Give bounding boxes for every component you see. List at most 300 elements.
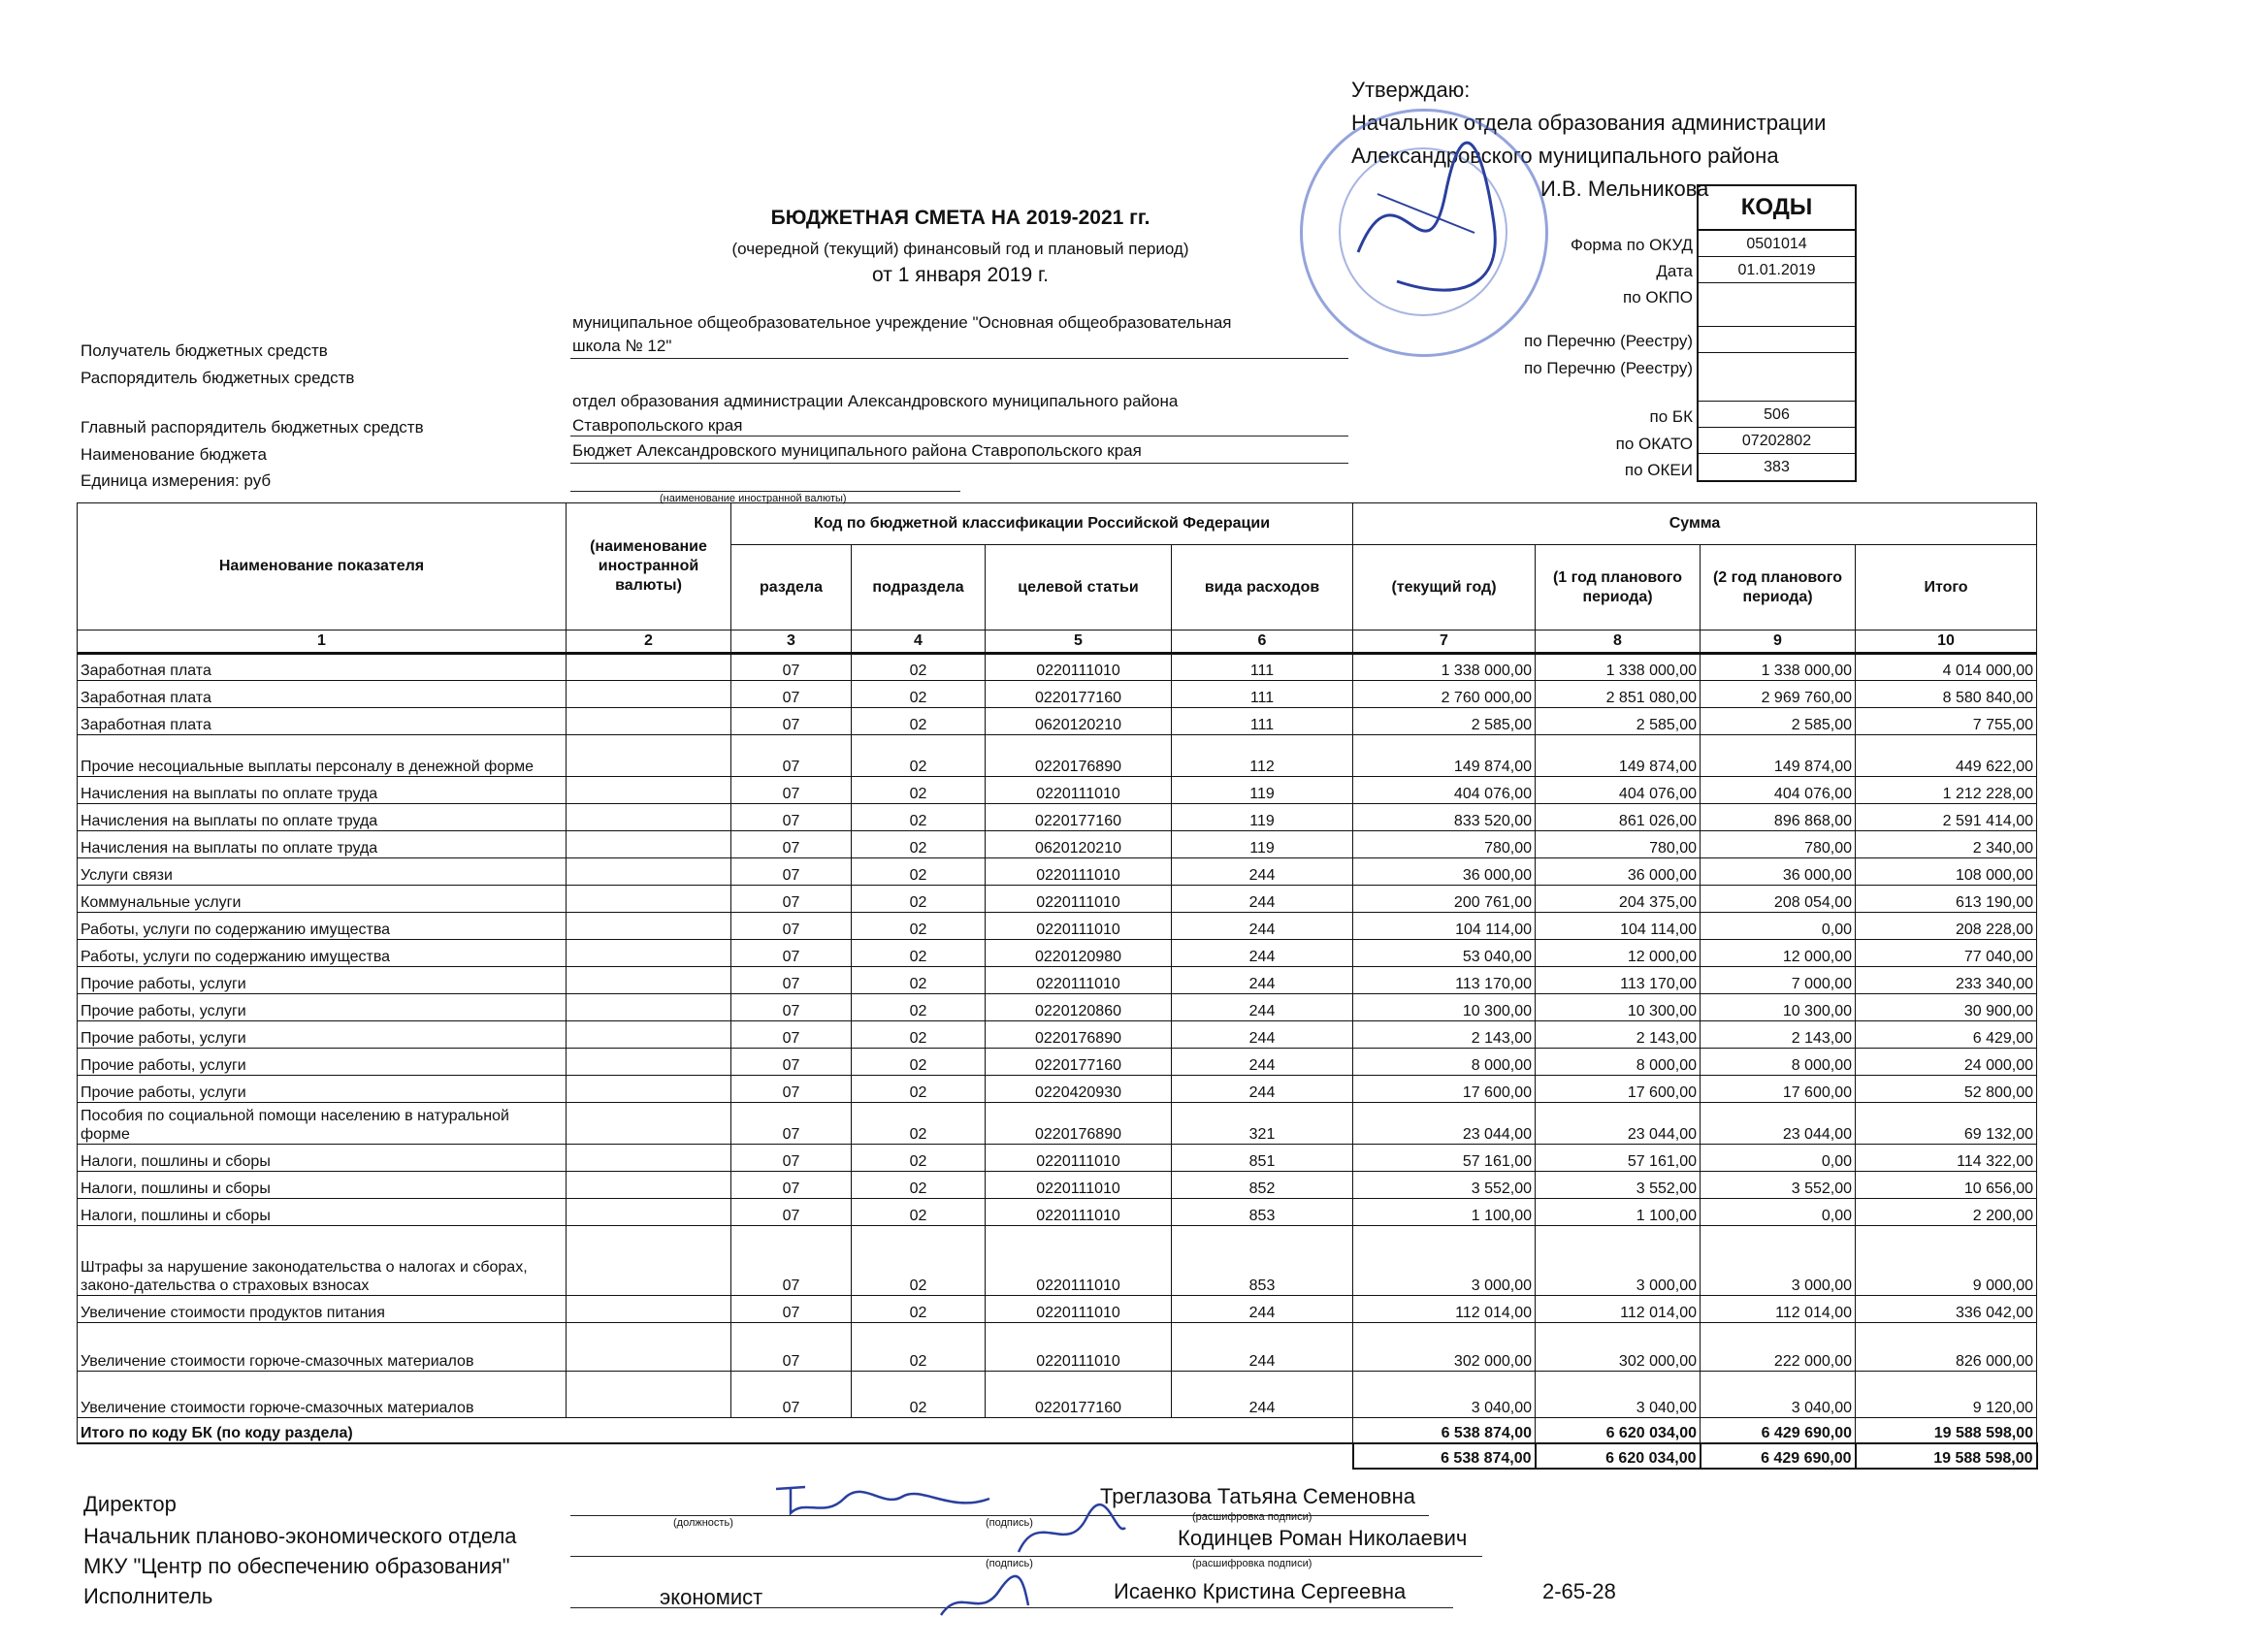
code-value-bk: 506 — [1699, 402, 1855, 428]
recipient-underline — [570, 358, 1348, 359]
recipient-label: Получатель бюджетных средств — [81, 341, 328, 360]
row-plan-year-1: 113 170,00 — [1536, 967, 1701, 994]
row-current-year: 780,00 — [1353, 831, 1536, 858]
row-section: 07 — [731, 994, 852, 1021]
subtotal-plan-year-1: 6 620 034,00 — [1536, 1418, 1701, 1443]
row-subsection: 02 — [852, 1372, 986, 1418]
code-value-okpo — [1699, 283, 1855, 327]
row-currency — [567, 1172, 731, 1199]
document-subtitle: (очередной (текущий) финансовый год и плановый период) — [731, 240, 1189, 258]
table-row — [78, 858, 2037, 886]
row-currency — [567, 777, 731, 804]
row-total: 4 014 000,00 — [1856, 654, 2037, 681]
row-subsection: 02 — [852, 1021, 986, 1049]
row-plan-year-1: 2 585,00 — [1536, 708, 1701, 735]
row-indicator-name: Штрафы за нарушение законодательства о налогах и сборах, законо-дательства о страховых взносах — [78, 1226, 567, 1296]
row-plan-year-1: 23 044,00 — [1536, 1103, 1701, 1145]
row-target: 0220111010 — [986, 1145, 1172, 1172]
row-plan-year-2: 780,00 — [1701, 831, 1856, 858]
subtotal-current-year: 6 538 874,00 — [1353, 1418, 1536, 1443]
row-total: 52 800,00 — [1856, 1076, 2037, 1103]
executor-label: Исполнитель — [83, 1584, 213, 1608]
row-plan-year-1: 404 076,00 — [1536, 777, 1701, 804]
row-section: 07 — [731, 1226, 852, 1296]
row-section: 07 — [731, 1372, 852, 1418]
row-expense-type: 853 — [1172, 1199, 1353, 1226]
row-section: 07 — [731, 654, 852, 681]
row-current-year: 10 300,00 — [1353, 994, 1536, 1021]
row-section: 07 — [731, 913, 852, 940]
director-label: Директор — [83, 1492, 177, 1516]
row-section: 07 — [731, 804, 852, 831]
row-section: 07 — [731, 1103, 852, 1145]
row-target: 0220111010 — [986, 1226, 1172, 1296]
header-subsection: подраздела — [852, 545, 986, 630]
table-row — [78, 1172, 2037, 1199]
row-total: 8 580 840,00 — [1856, 681, 2037, 708]
row-total: 7 755,00 — [1856, 708, 2037, 735]
row-plan-year-2: 10 300,00 — [1701, 994, 1856, 1021]
column-number: 4 — [852, 630, 986, 654]
code-label-okei: по ОКЕИ — [1624, 461, 1693, 479]
row-section: 07 — [731, 777, 852, 804]
row-current-year: 3 040,00 — [1353, 1372, 1536, 1418]
row-expense-type: 244 — [1172, 858, 1353, 886]
row-target: 0220111010 — [986, 858, 1172, 886]
table-row — [78, 681, 2037, 708]
row-total: 108 000,00 — [1856, 858, 2037, 886]
row-total: 449 622,00 — [1856, 735, 2037, 777]
row-indicator-name: Работы, услуги по содержанию имущества — [78, 913, 567, 940]
row-plan-year-2: 7 000,00 — [1701, 967, 1856, 994]
signature-caption-2: (подпись) — [986, 1558, 1033, 1569]
row-target: 0220420930 — [986, 1076, 1172, 1103]
code-label-okpo: по ОКПО — [1623, 288, 1693, 307]
row-plan-year-2: 222 000,00 — [1701, 1323, 1856, 1372]
row-currency — [567, 1145, 731, 1172]
row-plan-year-2: 23 044,00 — [1701, 1103, 1856, 1145]
row-current-year: 3 552,00 — [1353, 1172, 1536, 1199]
row-plan-year-2: 404 076,00 — [1701, 777, 1856, 804]
row-expense-type: 111 — [1172, 708, 1353, 735]
row-currency — [567, 1199, 731, 1226]
table-row — [78, 735, 2037, 777]
row-section: 07 — [731, 967, 852, 994]
row-target: 0220111010 — [986, 1296, 1172, 1323]
code-value-okud: 0501014 — [1699, 231, 1855, 257]
row-plan-year-2: 3 000,00 — [1701, 1226, 1856, 1296]
row-total: 69 132,00 — [1856, 1103, 2037, 1145]
main-manager-value-line-2: Ставропольского края — [572, 416, 743, 435]
row-indicator-name: Заработная плата — [78, 708, 567, 735]
row-total: 30 900,00 — [1856, 994, 2037, 1021]
code-label-registry-2: по Перечню (Реестру) — [1524, 359, 1693, 377]
row-plan-year-2: 2 585,00 — [1701, 708, 1856, 735]
row-indicator-name: Заработная плата — [78, 681, 567, 708]
row-target: 0220177160 — [986, 681, 1172, 708]
row-plan-year-1: 3 000,00 — [1536, 1226, 1701, 1296]
row-total: 114 322,00 — [1856, 1145, 2037, 1172]
table-row — [78, 1323, 2037, 1372]
table-row — [78, 1199, 2037, 1226]
row-subsection: 02 — [852, 1049, 986, 1076]
grand-total-spacer — [78, 1443, 1353, 1469]
row-total: 1 212 228,00 — [1856, 777, 2037, 804]
row-plan-year-1: 780,00 — [1536, 831, 1701, 858]
row-plan-year-1: 3 040,00 — [1536, 1372, 1701, 1418]
row-plan-year-1: 104 114,00 — [1536, 913, 1701, 940]
row-indicator-name: Увеличение стоимости горюче-смазочных материалов — [78, 1323, 567, 1372]
table-row — [78, 913, 2037, 940]
row-section: 07 — [731, 708, 852, 735]
row-plan-year-2: 0,00 — [1701, 1145, 1856, 1172]
unit-label: Единица измерения: руб — [81, 471, 272, 490]
row-target: 0220177160 — [986, 1372, 1172, 1418]
table-row — [78, 886, 2037, 913]
row-expense-type: 244 — [1172, 886, 1353, 913]
row-plan-year-1: 17 600,00 — [1536, 1076, 1701, 1103]
column-number: 6 — [1172, 630, 1353, 654]
row-plan-year-2: 0,00 — [1701, 913, 1856, 940]
subtotal-plan-year-2: 6 429 690,00 — [1701, 1418, 1856, 1443]
document-title: БЮДЖЕТНАЯ СМЕТА НА 2019-2021 гг. — [770, 207, 1150, 229]
code-label-date: Дата — [1656, 262, 1693, 280]
row-indicator-name: Налоги, пошлины и сборы — [78, 1145, 567, 1172]
row-section: 07 — [731, 886, 852, 913]
row-indicator-name: Налоги, пошлины и сборы — [78, 1172, 567, 1199]
row-subsection: 02 — [852, 1103, 986, 1145]
row-subsection: 02 — [852, 1076, 986, 1103]
row-expense-type: 244 — [1172, 1323, 1353, 1372]
planning-signature-icon — [1009, 1499, 1135, 1567]
row-indicator-name: Увеличение стоимости горюче-смазочных материалов — [78, 1372, 567, 1418]
table-row — [78, 967, 2037, 994]
row-section: 07 — [731, 1145, 852, 1172]
document-date-line: от 1 января 2019 г. — [872, 264, 1049, 286]
row-indicator-name: Прочие работы, услуги — [78, 1076, 567, 1103]
row-target: 0220111010 — [986, 886, 1172, 913]
row-target: 0220120860 — [986, 994, 1172, 1021]
row-plan-year-1: 112 014,00 — [1536, 1296, 1701, 1323]
header-total: Итого — [1856, 545, 2037, 630]
row-plan-year-1: 1 100,00 — [1536, 1199, 1701, 1226]
header-section: раздела — [731, 545, 852, 630]
table-row — [78, 1103, 2037, 1145]
row-subsection: 02 — [852, 1172, 986, 1199]
code-label-okato: по ОКАТО — [1615, 435, 1693, 453]
row-section: 07 — [731, 1199, 852, 1226]
row-expense-type: 244 — [1172, 1076, 1353, 1103]
currency-caption: (наименование иностранной валюты) — [660, 493, 847, 504]
row-currency — [567, 1021, 731, 1049]
row-target: 0220111010 — [986, 913, 1172, 940]
row-section: 07 — [731, 1296, 852, 1323]
row-subsection: 02 — [852, 1296, 986, 1323]
row-expense-type: 853 — [1172, 1226, 1353, 1296]
row-subsection: 02 — [852, 804, 986, 831]
row-subsection: 02 — [852, 940, 986, 967]
row-current-year: 404 076,00 — [1353, 777, 1536, 804]
row-indicator-name: Прочие работы, услуги — [78, 1021, 567, 1049]
column-number: 7 — [1353, 630, 1536, 654]
decode-caption-2: (расшифровка подписи) — [1192, 1558, 1312, 1569]
currency-underline — [570, 491, 960, 492]
row-subsection: 02 — [852, 1323, 986, 1372]
row-subsection: 02 — [852, 858, 986, 886]
row-expense-type: 119 — [1172, 831, 1353, 858]
row-plan-year-1: 149 874,00 — [1536, 735, 1701, 777]
row-subsection: 02 — [852, 681, 986, 708]
row-section: 07 — [731, 1323, 852, 1372]
row-current-year: 1 100,00 — [1353, 1199, 1536, 1226]
row-currency — [567, 681, 731, 708]
executor-name: Исаенко Кристина Сергеевна — [1114, 1579, 1407, 1603]
recipient-value-line-2: школа № 12" — [572, 337, 672, 355]
table-row — [78, 994, 2037, 1021]
row-currency — [567, 994, 731, 1021]
planning-label-line-2: МКУ "Центр по обеспечению образования" — [83, 1554, 510, 1578]
row-current-year: 112 014,00 — [1353, 1296, 1536, 1323]
row-indicator-name: Налоги, пошлины и сборы — [78, 1199, 567, 1226]
row-target: 0220111010 — [986, 654, 1172, 681]
row-indicator-name: Начисления на выплаты по оплате труда — [78, 804, 567, 831]
row-plan-year-1: 861 026,00 — [1536, 804, 1701, 831]
row-target: 0220111010 — [986, 967, 1172, 994]
row-subsection: 02 — [852, 654, 986, 681]
row-total: 10 656,00 — [1856, 1172, 2037, 1199]
header-currency: (наименование иностранной валюты) — [567, 503, 731, 630]
row-plan-year-1: 57 161,00 — [1536, 1145, 1701, 1172]
budget-table — [77, 502, 2038, 1470]
row-subsection: 02 — [852, 777, 986, 804]
row-current-year: 57 161,00 — [1353, 1145, 1536, 1172]
column-number: 1 — [78, 630, 567, 654]
row-currency — [567, 1076, 731, 1103]
grand-total-current-year: 6 538 874,00 — [1353, 1443, 1536, 1469]
row-section: 07 — [731, 735, 852, 777]
row-total: 9 000,00 — [1856, 1226, 2037, 1296]
header-plan-year-2: (2 год планового периода) — [1701, 545, 1856, 630]
row-subsection: 02 — [852, 831, 986, 858]
row-section: 07 — [731, 1049, 852, 1076]
row-plan-year-2: 0,00 — [1701, 1199, 1856, 1226]
recipient-value-line-1: муниципальное общеобразовательное учреждение "Основная общеобразовательная — [572, 313, 1232, 332]
row-section: 07 — [731, 681, 852, 708]
row-subsection: 02 — [852, 967, 986, 994]
planning-name: Кодинцев Роман Николаевич — [1178, 1526, 1468, 1550]
row-plan-year-2: 896 868,00 — [1701, 804, 1856, 831]
row-indicator-name: Начисления на выплаты по оплате труда — [78, 777, 567, 804]
row-total: 208 228,00 — [1856, 913, 2037, 940]
row-plan-year-2: 12 000,00 — [1701, 940, 1856, 967]
subtotal-total: 19 588 598,00 — [1856, 1418, 2037, 1443]
planning-label-line-1: Начальник планово-экономического отдела — [83, 1524, 517, 1548]
row-expense-type: 244 — [1172, 1372, 1353, 1418]
table-row — [78, 1145, 2037, 1172]
header-code-group: Код по бюджетной классификации Российской Федерации — [731, 503, 1353, 545]
table-row — [78, 1049, 2037, 1076]
row-expense-type: 244 — [1172, 1049, 1353, 1076]
decode-caption-1: (расшифровка подписи) — [1192, 1511, 1312, 1523]
row-indicator-name: Пособия по социальной помощи населению в натуральной форме — [78, 1103, 567, 1145]
row-expense-type: 321 — [1172, 1103, 1353, 1145]
row-current-year: 8 000,00 — [1353, 1049, 1536, 1076]
code-value-registry-2 — [1699, 353, 1855, 402]
executor-position: экономист — [660, 1585, 763, 1609]
row-plan-year-2: 17 600,00 — [1701, 1076, 1856, 1103]
row-target: 0220111010 — [986, 1172, 1172, 1199]
row-section: 07 — [731, 940, 852, 967]
row-currency — [567, 708, 731, 735]
row-currency — [567, 1296, 731, 1323]
row-expense-type: 244 — [1172, 994, 1353, 1021]
row-plan-year-1: 10 300,00 — [1536, 994, 1701, 1021]
row-total: 6 429,00 — [1856, 1021, 2037, 1049]
codes-box — [1697, 184, 1857, 482]
row-currency — [567, 967, 731, 994]
row-current-year: 17 600,00 — [1353, 1076, 1536, 1103]
row-plan-year-1: 302 000,00 — [1536, 1323, 1701, 1372]
row-indicator-name: Прочие работы, услуги — [78, 1049, 567, 1076]
row-subsection: 02 — [852, 994, 986, 1021]
row-plan-year-2: 3 040,00 — [1701, 1372, 1856, 1418]
row-plan-year-1: 2 143,00 — [1536, 1021, 1701, 1049]
director-signature-icon — [766, 1470, 999, 1528]
row-total: 9 120,00 — [1856, 1372, 2037, 1418]
table-row — [78, 804, 2037, 831]
table-row — [78, 1021, 2037, 1049]
director-name: Треглазова Татьяна Семеновна — [1100, 1484, 1415, 1508]
row-target: 0220177160 — [986, 1049, 1172, 1076]
row-expense-type: 119 — [1172, 777, 1353, 804]
row-indicator-name: Коммунальные услуги — [78, 886, 567, 913]
header-current-year: (текущий год) — [1353, 545, 1536, 630]
table-row — [78, 1076, 2037, 1103]
row-indicator-name: Работы, услуги по содержанию имущества — [78, 940, 567, 967]
row-plan-year-2: 2 143,00 — [1701, 1021, 1856, 1049]
subtotal-label: Итого по коду БК (по коду раздела) — [78, 1418, 1353, 1443]
code-label-registry-1: по Перечню (Реестру) — [1524, 332, 1693, 350]
codes-header: КОДЫ — [1699, 186, 1855, 231]
row-expense-type: 111 — [1172, 654, 1353, 681]
position-caption-1: (должность) — [673, 1517, 733, 1529]
table-row — [78, 708, 2037, 735]
code-label-okud: Форма по ОКУД — [1571, 236, 1693, 254]
row-plan-year-1: 1 338 000,00 — [1536, 654, 1701, 681]
row-currency — [567, 940, 731, 967]
row-indicator-name: Начисления на выплаты по оплате труда — [78, 831, 567, 858]
executor-phone: 2-65-28 — [1542, 1579, 1616, 1603]
row-current-year: 2 585,00 — [1353, 708, 1536, 735]
row-plan-year-1: 3 552,00 — [1536, 1172, 1701, 1199]
column-number: 3 — [731, 630, 852, 654]
row-currency — [567, 735, 731, 777]
row-section: 07 — [731, 1172, 852, 1199]
row-plan-year-1: 8 000,00 — [1536, 1049, 1701, 1076]
row-total: 233 340,00 — [1856, 967, 2037, 994]
row-target: 0220176890 — [986, 1103, 1172, 1145]
row-target: 0220111010 — [986, 1323, 1172, 1372]
row-currency — [567, 1049, 731, 1076]
row-section: 07 — [731, 858, 852, 886]
approval-line-3: Александровского муниципального района — [1351, 144, 1779, 168]
row-expense-type: 852 — [1172, 1172, 1353, 1199]
table-row — [78, 654, 2037, 681]
row-plan-year-2: 112 014,00 — [1701, 1296, 1856, 1323]
column-number: 5 — [986, 630, 1172, 654]
row-total: 336 042,00 — [1856, 1296, 2037, 1323]
row-currency — [567, 1103, 731, 1145]
row-current-year: 2 760 000,00 — [1353, 681, 1536, 708]
row-plan-year-2: 2 969 760,00 — [1701, 681, 1856, 708]
approval-name: И.В. Мельникова — [1540, 177, 1709, 201]
row-plan-year-2: 208 054,00 — [1701, 886, 1856, 913]
row-subsection: 02 — [852, 886, 986, 913]
row-expense-type: 851 — [1172, 1145, 1353, 1172]
header-target: целевой статьи — [986, 545, 1172, 630]
approval-line-1: Утверждаю: — [1351, 78, 1471, 102]
row-currency — [567, 1323, 731, 1372]
row-current-year: 833 520,00 — [1353, 804, 1536, 831]
column-number: 10 — [1856, 630, 2037, 654]
row-current-year: 200 761,00 — [1353, 886, 1536, 913]
table-row — [78, 1296, 2037, 1323]
row-total: 613 190,00 — [1856, 886, 2037, 913]
row-current-year: 3 000,00 — [1353, 1226, 1536, 1296]
row-section: 07 — [731, 1021, 852, 1049]
header-sum-group: Сумма — [1353, 503, 2037, 545]
row-target: 0220176890 — [986, 1021, 1172, 1049]
row-currency — [567, 804, 731, 831]
row-plan-year-2: 3 552,00 — [1701, 1172, 1856, 1199]
row-indicator-name: Увеличение стоимости продуктов питания — [78, 1296, 567, 1323]
row-total: 2 340,00 — [1856, 831, 2037, 858]
table-row — [78, 1226, 2037, 1296]
row-current-year: 36 000,00 — [1353, 858, 1536, 886]
row-target: 0620120210 — [986, 831, 1172, 858]
row-expense-type: 244 — [1172, 913, 1353, 940]
code-value-registry-1 — [1699, 327, 1855, 353]
row-indicator-name: Услуги связи — [78, 858, 567, 886]
row-currency — [567, 886, 731, 913]
grand-total-plan-year-2: 6 429 690,00 — [1701, 1443, 1856, 1469]
row-indicator-name: Прочие работы, услуги — [78, 994, 567, 1021]
row-section: 07 — [731, 1076, 852, 1103]
row-current-year: 302 000,00 — [1353, 1323, 1536, 1372]
row-target: 0620120210 — [986, 708, 1172, 735]
row-currency — [567, 913, 731, 940]
row-plan-year-2: 149 874,00 — [1701, 735, 1856, 777]
row-indicator-name: Прочие несоциальные выплаты персоналу в денежной форме — [78, 735, 567, 777]
row-plan-year-2: 36 000,00 — [1701, 858, 1856, 886]
row-subsection: 02 — [852, 1145, 986, 1172]
row-subsection: 02 — [852, 913, 986, 940]
row-currency — [567, 654, 731, 681]
row-current-year: 23 044,00 — [1353, 1103, 1536, 1145]
row-currency — [567, 1372, 731, 1418]
row-plan-year-1: 36 000,00 — [1536, 858, 1701, 886]
row-plan-year-2: 8 000,00 — [1701, 1049, 1856, 1076]
header-indicator-name: Наименование показателя — [78, 503, 567, 630]
row-current-year: 1 338 000,00 — [1353, 654, 1536, 681]
row-plan-year-1: 12 000,00 — [1536, 940, 1701, 967]
row-currency — [567, 1226, 731, 1296]
row-total: 2 591 414,00 — [1856, 804, 2037, 831]
row-subsection: 02 — [852, 1226, 986, 1296]
row-currency — [567, 831, 731, 858]
row-current-year: 149 874,00 — [1353, 735, 1536, 777]
approval-signature-icon — [1339, 136, 1533, 310]
